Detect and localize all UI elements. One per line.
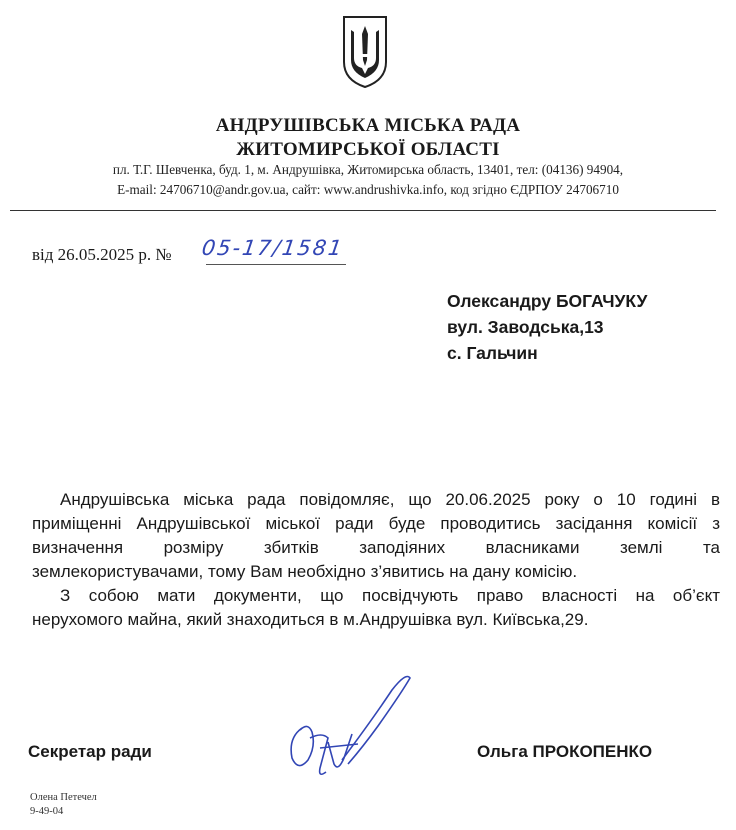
signatory-name: Ольга ПРОКОПЕНКО bbox=[477, 742, 653, 761]
registration-date bbox=[32, 245, 172, 265]
paragraph-line: визначення розміру збитків заподіяних власниками землі та bbox=[32, 538, 720, 557]
recipient-name: Олександру БОГАЧУКУ bbox=[447, 291, 648, 311]
paragraph-line: землекористувачами, тому Вам необхідно з’явитись на дану комісію. bbox=[32, 562, 578, 581]
registration-number-underline bbox=[206, 264, 346, 265]
registration-date-label: від 26.05.2025 р. № bbox=[32, 245, 172, 264]
executor-phone: 9-49-04 bbox=[30, 806, 64, 817]
paragraph-line: приміщенні Андрушівської міської ради буде проводитись засідання комісії з bbox=[32, 514, 720, 533]
header-divider bbox=[10, 210, 716, 211]
organization-contacts: E-mail: 24706710@andr.gov.ua, сайт: www.andrushivka.info, код згідно ЄДРПОУ 24706710 bbox=[117, 182, 619, 197]
organization-name: АНДРУШІВСЬКА МІСЬКА РАДА bbox=[215, 115, 521, 136]
organization-address: пл. Т.Г. Шевченка, буд. 1, м. Андрушівка, Житомирська область, 13401, тел: (04136) 94904, bbox=[112, 162, 624, 177]
registration-number: 05-17/1581 bbox=[200, 236, 346, 260]
organization-region: ЖИТОМИРСЬКОЇ ОБЛАСТІ bbox=[236, 139, 500, 160]
coat-of-arms-icon bbox=[340, 14, 390, 90]
body-paragraph-2 bbox=[32, 584, 720, 632]
handwritten-signature bbox=[282, 668, 422, 793]
body-paragraph-1 bbox=[32, 488, 720, 584]
paragraph-line: З собою мати документи, що посвідчують право власності на об’єкт bbox=[60, 586, 720, 605]
signatory-title: Секретар ради bbox=[28, 742, 152, 761]
paragraph-line: Андрушівська міська рада повідомляє, що 20.06.2025 року о 10 годині в bbox=[60, 490, 720, 509]
recipient-street: вул. Заводська,13 bbox=[447, 317, 604, 337]
recipient-village: с. Гальчин bbox=[447, 343, 538, 363]
paragraph-line: нерухомого майна, який знаходиться в м.Андрушівка вул. Київська,29. bbox=[32, 610, 589, 629]
executor-name: Олена Петечел bbox=[30, 792, 97, 803]
